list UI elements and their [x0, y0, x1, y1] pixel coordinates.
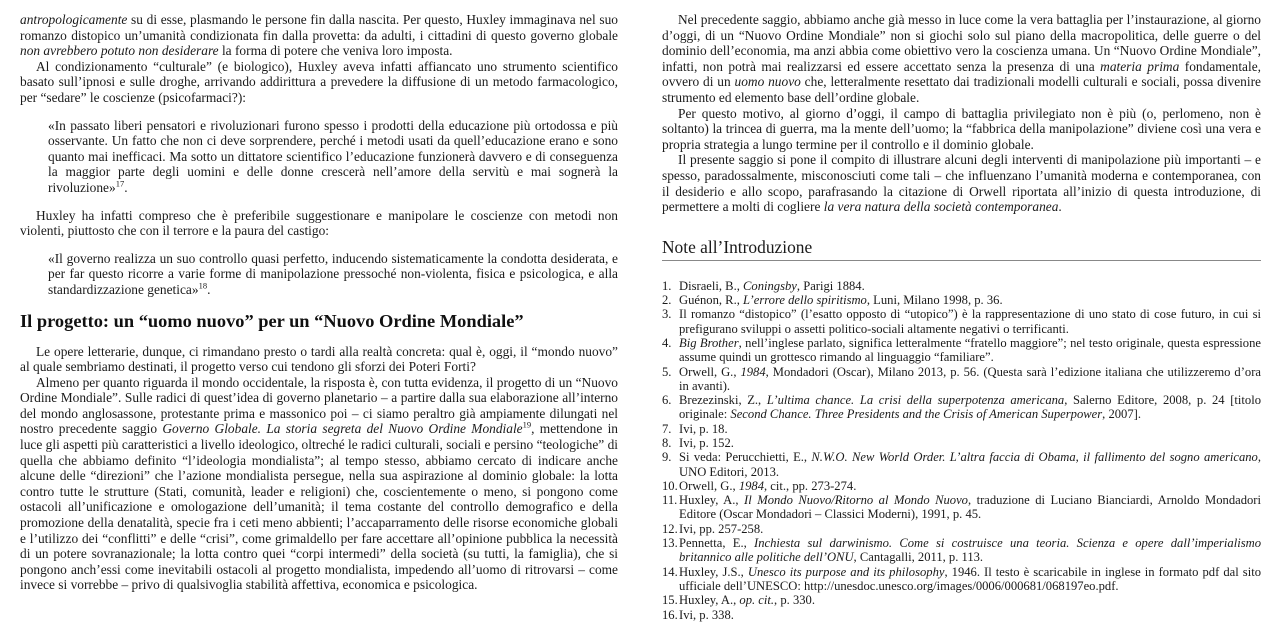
- note-item: [662, 479, 1261, 493]
- note-number: 11.: [662, 493, 678, 508]
- note-text: [679, 536, 1261, 565]
- note-number: 1.: [662, 278, 672, 293]
- note-number: 6.: [662, 393, 672, 408]
- note-item: [662, 293, 1261, 307]
- text-run: Almeno per quanto riguarda il mondo occidentale, la risposta è, con tutta evidenza, il progetto di un “Nuovo Ordine Mondiale”. Sulle radici di quest’idea di governo planetario – a partire dalla sua elaborazione all’interno del mondo anglosassone, protestante prima e massonico poi – ci siamo peraltro già ampiamente dilungati nel nostro precedente saggio: [20, 374, 618, 437]
- note-number: 5.: [662, 364, 672, 379]
- italic-text: Second Chance. Three Presidents and the Crisis of American Superpower: [730, 407, 1103, 422]
- note-text: [679, 565, 1261, 594]
- note-number: 16.: [662, 607, 678, 622]
- note-text: [679, 608, 1261, 622]
- text-run: su di esse, plasmando le persone fin dalla nascita. Per questo, Huxley immaginava nel suo romanzo distopico un’umanità condizionata fin dalla provetta: da adulti, i cittadini di questo governo globale: [20, 12, 618, 43]
- block-quote: [20, 118, 618, 196]
- footnote-ref: 18: [198, 280, 208, 291]
- text-run: , Mondadori (Oscar), Milano 2013, p. 56. (Questa sarà l’edizione italiana che utilizzeremo d’ora in avanti).: [679, 364, 1261, 393]
- paragraph: [662, 12, 1261, 106]
- note-item: [662, 593, 1261, 607]
- note-item: [662, 522, 1261, 536]
- text-run: Ivi, p. 338.: [679, 607, 734, 622]
- note-item: [662, 422, 1261, 436]
- note-item: [662, 307, 1261, 336]
- note-item: [662, 493, 1261, 522]
- paragraph: [20, 375, 618, 593]
- right-page-column: [662, 12, 1261, 622]
- note-item: [662, 536, 1261, 565]
- italic-text: Governo Globale. La storia segreta del Nuovo Ordine Mondiale: [162, 421, 523, 437]
- text-run: Huxley ha infatti compreso che è preferibile suggestionare e manipolare le coscienze con metodi non violenti, piuttosto che con il terrore e la paura del castigo:: [20, 207, 618, 239]
- italic-text: Coningsby: [743, 278, 797, 293]
- text-run: Le opere letterarie, dunque, ci rimandano presto o tardi alla realtà concreta: qual è, oggi, il “mondo nuovo” al quale sembriamo destinati, il progetto verso cui tendono gli sforzi dei Poteri Forti?: [20, 343, 618, 375]
- text-run: fondamentale, ovvero di un: [662, 58, 1261, 90]
- text-run: Huxley, A.,: [679, 493, 745, 508]
- note-text: [679, 365, 1261, 394]
- text-run: , Parigi 1884.: [796, 278, 865, 293]
- note-item: [662, 393, 1261, 422]
- text-run: «In passato liberi pensatori e rivoluzionari furono spesso i prodotti della educazione più ortodossa e più osservante. Un fatto che non ci deve sorprendere, perché i metodi usati da quell’educazione erano e sono quanto mai inefficaci. Ma sotto un dittatore scientifico l’educazione funzionerà davvero e di conseguenza la maggior parte degli uomini e delle donne crescerà nell’amore della servitù e mai sognerà la rivoluzione»: [48, 117, 618, 195]
- text-run: Il romanzo “distopico” (l’esatto opposto di “utopico”) è la rappresentazione di uno stato di cose futuro, in cui si prefigurano sviluppi o assetti politico-sociali altamente negativi o terrificanti.: [679, 307, 1261, 336]
- text-run: Brezezinski, Z.,: [679, 393, 767, 408]
- italic-text: Unesco its purpose and its philosophy: [747, 564, 945, 579]
- footnote-ref: 17: [115, 178, 125, 189]
- note-item: [662, 450, 1261, 479]
- note-number: 9.: [662, 450, 672, 465]
- text-run: Huxley, J.S.,: [679, 564, 748, 579]
- block-quote: [20, 251, 618, 298]
- text-run: , Luni, Milano 1998, p. 36.: [866, 293, 1003, 308]
- italic-text: Big Brother: [679, 335, 739, 350]
- text-run: Orwell, G.,: [679, 364, 741, 379]
- italic-text: Inchiesta sul darwinismo. Come si costruisce una teoria. Scienza e opere dall’imperialismo britannico alle politiche dell’ONU: [679, 536, 1261, 565]
- text-run: , mettendone in luce gli aspetti più caratteristici a livello ideologico, oltreché le radici culturali, sociali e persino “teologiche” di quella che abbiamo definito “l’ideologia mondialista”; al tempo stesso, abbiamo cercato di indicare anche alcune delle “direzioni” che l’azione mondialista persegue, nella sua aspirazione al dominio globale: la lotta contro tutte le strutture (Stati, comunità, leader e religioni) che, coscientemente o meno, si pongono come ostacoli all’unificazione e omologazione dell’umanità; il tema costante del controllo demografico e della promozione della denatalità, specie fra i ceti meno abbienti; l’accaparramento delle risorse economiche globali e l’utilizzo dei “conflitti” e delle “crisi”, come grimaldello per fare accettare all’opinione pubblica la necessità di un potere sovranazionale; la lotta contro quei “corpi intermedi” della società (su tutti, la famiglia), che si pongono anch’essi come inevitabili ostacoli al progetto mondialista, impedendo all’uomo di ritrovarsi – come invece si vorrebbe – privo di qualsivoglia stabilità affettiva, economica e psicologica.: [20, 421, 618, 593]
- notes-list: [662, 279, 1261, 622]
- note-number: 10.: [662, 478, 678, 493]
- italic-text: antropologicamente: [20, 12, 128, 27]
- text-run: «Il governo realizza un suo controllo quasi perfetto, inducendo sistematicamente la condotta desiderata, e per far questo ricorre a varie forme di manipolazione pressoché non-violenta, fisica e psicologica, e alla standardizzazione genetica»: [48, 250, 618, 297]
- note-text: [679, 436, 1261, 450]
- note-text: [679, 450, 1261, 479]
- text-run: Pennetta, E.,: [679, 536, 755, 551]
- text-run: Il presente saggio si pone il compito di illustrare alcuni degli interventi di manipolazione più importanti – e spesso, paradossalmente, misconosciuti come tali – che influenzano l’umanità moderna e contemporanea, con il desiderio e allo scopo, parafrasando la citazione di Orwell riportata all’inizio di questa introduzione, di permettere a molti di cogliere: [662, 152, 1261, 215]
- text-run: Nel precedente saggio, abbiamo anche già messo in luce come la vera battaglia per l’instaurazione, al giorno d’oggi, di un “Nuovo Ordine Mondiale” non si giochi solo sul piano della macropolitica, delle guerre o del dominio dell’economia, ma anzi abbia come obiettivo vero la coscienza umana. Un “Nuovo Ordine Mondiale”, infatti, non potrà mai realizzarsi ed essere accettato senza la presenza di una: [662, 12, 1261, 74]
- text-run: Orwell, G.,: [679, 478, 739, 493]
- notes-heading: Note all’Introduzione: [662, 237, 1261, 261]
- note-item: [662, 565, 1261, 594]
- text-run: che, letteralmente resettato dai tradizionali modelli culturali e sociali, possa divenire strumento ed elemento base dell’ordine globale.: [662, 74, 1261, 105]
- text-run: Ivi, pp. 257-258.: [679, 521, 764, 536]
- note-text: [679, 336, 1261, 365]
- italic-text: uomo nuovo: [734, 74, 801, 90]
- paragraph: [20, 59, 618, 106]
- italic-text: op. cit.: [739, 593, 775, 608]
- text-run: , UNO Editori, 2013.: [679, 450, 1262, 479]
- note-number: 13.: [662, 536, 678, 551]
- note-number: 2.: [662, 293, 672, 308]
- note-text: [679, 479, 1261, 493]
- paragraph: [20, 208, 618, 239]
- italic-text: L’errore dello spiritismo: [743, 293, 867, 308]
- text-run: , 2007].: [1102, 407, 1141, 422]
- italic-text: materia prima: [1100, 58, 1180, 74]
- text-run: , nell’inglese parlato, significa letteralmente “fratello maggiore”; nel testo originale, questa espressione assume quindi un grottesco rimando al linguaggio “familiare”.: [679, 335, 1261, 365]
- text-run: Per questo motivo, al giorno d’oggi, il campo di battaglia privilegiato non è più (o, perlomeno, non è soltanto) la trincea di guerra, ma la mente dell’uomo; la “fabbrica della manipolazione” diviene così una vera e propria strategia a lungo termine per il controllo e il dominio globale.: [662, 105, 1261, 152]
- text-run: Si veda: Perucchietti, E.,: [679, 450, 812, 465]
- footnote-ref: 19: [522, 420, 532, 430]
- paragraph: [662, 152, 1261, 214]
- note-text: [679, 493, 1261, 522]
- text-run: Al condizionamento “culturale” (e biologico), Huxley aveva infatti affiancato uno strumento scientifico basato sull’ipnosi e sulle droghe, arrivando addirittura a prevedere la diffusione di un metodo farmacologico, per “sedare” le coscienze (psicofarmaci?):: [20, 58, 618, 105]
- italic-text: non avrebbero potuto non desiderare: [20, 43, 219, 59]
- italic-text: 1984: [740, 364, 766, 379]
- italic-text: N.W.O. New World Order. L’altra faccia di Obama, il fallimento del sogno americano: [811, 450, 1258, 465]
- note-item: [662, 608, 1261, 622]
- italic-text: Il Mondo Nuovo/Ritorno al Mondo Nuovo: [744, 493, 968, 508]
- text-run: , p. 330.: [774, 593, 815, 608]
- italic-text: L’ultima chance. La crisi della superpotenza americana: [766, 393, 1065, 408]
- text-run: .: [1058, 199, 1062, 215]
- text-run: , Salerno Editore, 2008, p. 24 [titolo originale:: [679, 393, 1261, 422]
- text-run: .: [124, 179, 128, 195]
- note-number: 12.: [662, 521, 678, 536]
- text-run: .: [207, 281, 211, 297]
- text-run: Disraeli, B.,: [679, 278, 744, 293]
- italic-text: la vera natura della società contemporanea: [823, 199, 1059, 215]
- note-number: 7.: [662, 421, 672, 436]
- note-item: [662, 336, 1261, 365]
- text-run: , Cantagalli, 2011, p. 113.: [853, 550, 984, 565]
- note-number: 3.: [662, 307, 672, 322]
- note-text: [679, 307, 1261, 336]
- italic-text: 1984: [738, 478, 764, 493]
- note-number: 8.: [662, 435, 672, 450]
- note-item: [662, 279, 1261, 293]
- note-text: [679, 393, 1261, 422]
- note-item: [662, 436, 1261, 450]
- text-run: Guénon, R.,: [679, 293, 744, 308]
- note-item: [662, 365, 1261, 394]
- paragraph: [662, 106, 1261, 153]
- note-text: [679, 522, 1261, 536]
- text-run: Ivi, p. 152.: [679, 435, 734, 450]
- paragraph: [20, 12, 618, 59]
- text-run: , traduzione di Luciano Bianciardi, Arnoldo Mondadori Editore (Oscar Mondadori – Classici Moderni), 1991, p. 45.: [679, 493, 1261, 522]
- note-number: 14.: [662, 564, 678, 579]
- note-text: [679, 593, 1261, 607]
- text-run: Ivi, p. 18.: [679, 421, 728, 436]
- note-text: [679, 422, 1261, 436]
- left-page-column: [20, 12, 618, 593]
- text-run: , 1946. Il testo è scaricabile in inglese in formato pdf dal sito ufficiale dell’UNESCO: http://unesdoc.unesco.org/images/0006/000681/068197eo.pdf.: [679, 564, 1261, 593]
- note-text: [679, 293, 1261, 307]
- note-text: [679, 279, 1261, 293]
- note-number: 4.: [662, 335, 672, 350]
- text-run: , cit., pp. 273-274.: [764, 478, 857, 493]
- paragraph: [20, 344, 618, 375]
- note-number: 15.: [662, 593, 678, 608]
- text-run: la forma di potere che veniva loro imposta.: [218, 43, 453, 59]
- section-heading: Il progetto: un “uomo nuovo” per un “Nuovo Ordine Mondiale”: [20, 310, 524, 331]
- text-run: Huxley, A.,: [679, 593, 740, 608]
